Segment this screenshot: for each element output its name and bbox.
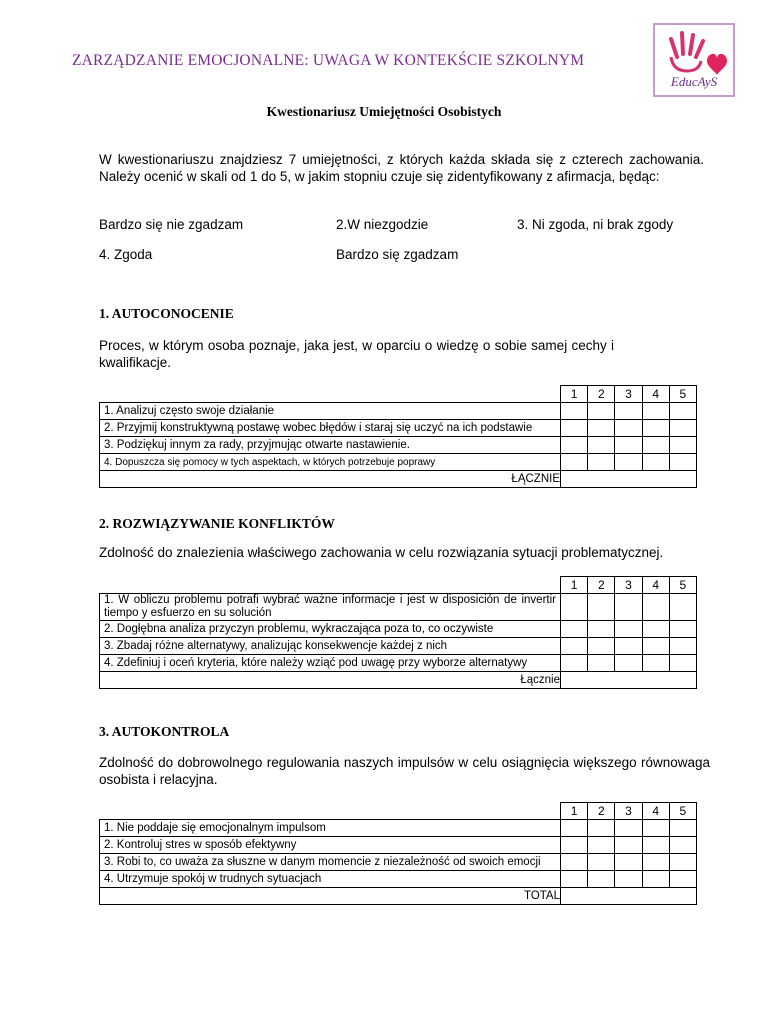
total-label: TOTAL — [100, 888, 561, 905]
item-text: 3. Robi to, co uważa za słuszne w danym momencie z niezależność od swoich emocji — [100, 854, 561, 871]
rating-cell[interactable] — [588, 420, 615, 437]
item-text: 1. Nie poddaje się emocjonalnym impulsom — [100, 820, 561, 837]
table-row — [100, 594, 697, 621]
column-header: 3 — [615, 577, 642, 594]
table-row — [100, 403, 697, 420]
rating-cell[interactable] — [615, 420, 642, 437]
rating-cell[interactable] — [615, 837, 642, 854]
table-row — [100, 638, 697, 655]
item-text: 2. Dogłębna analiza przyczyn problemu, wykraczająca poza to, co oczywiste — [100, 621, 561, 638]
total-value-cell[interactable] — [561, 888, 697, 905]
header-title: ZARZĄDZANIE EMOCJONALNE: UWAGA W KONTEKŚCIE SZKOLNYM — [72, 52, 585, 69]
header-blank-cell — [100, 577, 561, 594]
column-header: 1 — [561, 577, 588, 594]
rating-cell[interactable] — [615, 403, 642, 420]
table-row — [100, 655, 697, 672]
section-2-table — [99, 576, 697, 689]
logo-text: EducAyS — [670, 74, 718, 89]
table-row — [100, 871, 697, 888]
table-row — [100, 820, 697, 837]
rating-cell[interactable] — [642, 655, 669, 672]
rating-cell[interactable] — [669, 820, 696, 837]
document-title: Kwestionariusz Umiejętności Osobistych — [266, 104, 502, 119]
rating-cell[interactable] — [642, 437, 669, 454]
column-header: 2 — [588, 577, 615, 594]
rating-cell[interactable] — [561, 437, 588, 454]
section-3-table — [99, 802, 697, 905]
header-blank-cell — [100, 386, 561, 403]
rating-cell[interactable] — [588, 454, 615, 471]
section-1-description: Proces, w którym osoba poznaje, jaka jest, w oparciu o wiedzę o sobie samej cechy i kwalifikacje. — [99, 338, 614, 370]
rating-cell[interactable] — [588, 621, 615, 638]
hand-heart-icon — [655, 27, 733, 77]
column-header: 1 — [561, 386, 588, 403]
rating-cell[interactable] — [615, 638, 642, 655]
educays-logo — [653, 23, 735, 97]
rating-cell[interactable] — [588, 837, 615, 854]
scale-option-5: Bardzo się zgadzam — [336, 247, 459, 262]
column-header: 5 — [669, 386, 696, 403]
rating-cell[interactable] — [669, 437, 696, 454]
item-text: 4. Utrzymuje spokój w trudnych sytuacjach — [100, 871, 561, 888]
rating-cell[interactable] — [561, 638, 588, 655]
rating-cell[interactable] — [669, 420, 696, 437]
rating-cell[interactable] — [642, 403, 669, 420]
rating-cell[interactable] — [588, 820, 615, 837]
column-header: 5 — [669, 803, 696, 820]
item-text: 3. Zbadaj różne alternatywy, analizując konsekwencje każdej z nich — [100, 638, 561, 655]
item-text: 1. W obliczu problemu potrafi wybrać ważne informacje i jest w disposición de invertir tiempo y esfuerzo en su solución — [100, 594, 561, 621]
table-row — [100, 854, 697, 871]
column-header: 4 — [642, 386, 669, 403]
table-row — [100, 454, 697, 471]
rating-cell[interactable] — [642, 837, 669, 854]
column-header: 4 — [642, 577, 669, 594]
column-header: 3 — [615, 386, 642, 403]
rating-cell[interactable] — [615, 854, 642, 871]
rating-cell[interactable] — [642, 820, 669, 837]
scale-option-2: 2.W niezgodzie — [336, 217, 429, 232]
column-header: 1 — [561, 803, 588, 820]
item-text: 4. Zdefiniuj i oceń kryteria, które należy wziąć pod uwagę przy wyborze alternatywy — [100, 655, 561, 672]
rating-cell[interactable] — [642, 854, 669, 871]
table-header-row — [100, 803, 697, 820]
rating-cell[interactable] — [615, 655, 642, 672]
rating-cell[interactable] — [588, 655, 615, 672]
rating-cell[interactable] — [615, 454, 642, 471]
rating-cell[interactable] — [561, 420, 588, 437]
table-header-row — [100, 386, 697, 403]
rating-cell[interactable] — [669, 854, 696, 871]
rating-cell[interactable] — [561, 454, 588, 471]
rating-cell[interactable] — [588, 437, 615, 454]
rating-cell[interactable] — [561, 871, 588, 888]
rating-cell[interactable] — [642, 638, 669, 655]
rating-cell[interactable] — [642, 594, 669, 621]
rating-cell[interactable] — [669, 837, 696, 854]
section-3-heading: 3. AUTOKONTROLA — [99, 724, 230, 739]
rating-cell[interactable] — [561, 403, 588, 420]
rating-cell[interactable] — [669, 655, 696, 672]
item-text: 3. Podziękuj innym za rady, przyjmując otwarte nastawienie. — [100, 437, 561, 454]
item-text: 2. Przyjmij konstruktywną postawę wobec błędów i staraj się uczyć na ich podstawie — [100, 420, 561, 437]
section-1-heading: 1. AUTOCONOCENIE — [99, 306, 234, 321]
rating-cell[interactable] — [669, 594, 696, 621]
scale-option-1: Bardzo się nie zgadzam — [99, 217, 244, 232]
column-header: 3 — [615, 803, 642, 820]
rating-cell[interactable] — [615, 621, 642, 638]
column-header: 5 — [669, 577, 696, 594]
rating-cell[interactable] — [669, 871, 696, 888]
rating-cell[interactable] — [561, 854, 588, 871]
rating-cell[interactable] — [615, 871, 642, 888]
rating-cell[interactable] — [588, 638, 615, 655]
section-1-table — [99, 385, 697, 488]
rating-cell[interactable] — [561, 837, 588, 854]
total-row — [100, 471, 697, 488]
table-row — [100, 437, 697, 454]
rating-cell[interactable] — [615, 594, 642, 621]
column-header: 2 — [588, 386, 615, 403]
rating-cell[interactable] — [642, 621, 669, 638]
table-row — [100, 621, 697, 638]
total-label: ŁĄCZNIE — [100, 471, 561, 488]
total-value-cell[interactable] — [561, 471, 697, 488]
rating-cell[interactable] — [561, 820, 588, 837]
rating-cell[interactable] — [561, 594, 588, 621]
total-value-cell[interactable] — [561, 672, 697, 689]
table-header-row — [100, 577, 697, 594]
rating-cell[interactable] — [669, 638, 696, 655]
item-text: 1. Analizuj często swoje działanie — [100, 403, 561, 420]
table-row — [100, 837, 697, 854]
rating-cell[interactable] — [642, 871, 669, 888]
rating-cell[interactable] — [642, 420, 669, 437]
rating-cell[interactable] — [615, 437, 642, 454]
total-row — [100, 888, 697, 905]
section-2-heading: 2. ROZWIĄZYWANIE KONFLIKTÓW — [99, 516, 335, 531]
column-header: 2 — [588, 803, 615, 820]
intro-paragraph: W kwestionariuszu znajdziesz 7 umiejętności, z których każda składa się z czterech zachowania. Należy ocenić w skali od 1 do 5, w jakim stopniu czuje się zidentyfikowany z afirmacja, będąc: — [99, 152, 704, 184]
rating-cell[interactable] — [669, 454, 696, 471]
section-2-description: Zdolność do znalezienia właściwego zachowania w celu rozwiązania sytuacji problematycznej. — [99, 545, 664, 560]
rating-cell[interactable] — [588, 854, 615, 871]
item-text: 2. Kontroluj stres w sposób efektywny — [100, 837, 561, 854]
rating-cell[interactable] — [588, 871, 615, 888]
rating-cell[interactable] — [561, 655, 588, 672]
section-3-description: Zdolność do dobrowolnego regulowania naszych impulsów w celu osiągnięcia większego równowaga osobista i relacyjna. — [99, 755, 710, 787]
rating-cell[interactable] — [615, 820, 642, 837]
table-row — [100, 420, 697, 437]
total-row — [100, 672, 697, 689]
scale-option-3: 3. Ni zgoda, ni brak zgody — [517, 217, 674, 232]
column-header: 4 — [642, 803, 669, 820]
rating-cell[interactable] — [561, 621, 588, 638]
scale-option-4: 4. Zgoda — [99, 247, 153, 262]
rating-cell[interactable] — [588, 403, 615, 420]
header-blank-cell — [100, 803, 561, 820]
total-label: Łącznie — [100, 672, 561, 689]
rating-cell[interactable] — [669, 621, 696, 638]
item-text: 4. Dopuszcza się pomocy w tych aspektach, w których potrzebuje poprawy — [100, 454, 561, 471]
rating-cell[interactable] — [588, 594, 615, 621]
rating-cell[interactable] — [642, 454, 669, 471]
rating-cell[interactable] — [669, 403, 696, 420]
